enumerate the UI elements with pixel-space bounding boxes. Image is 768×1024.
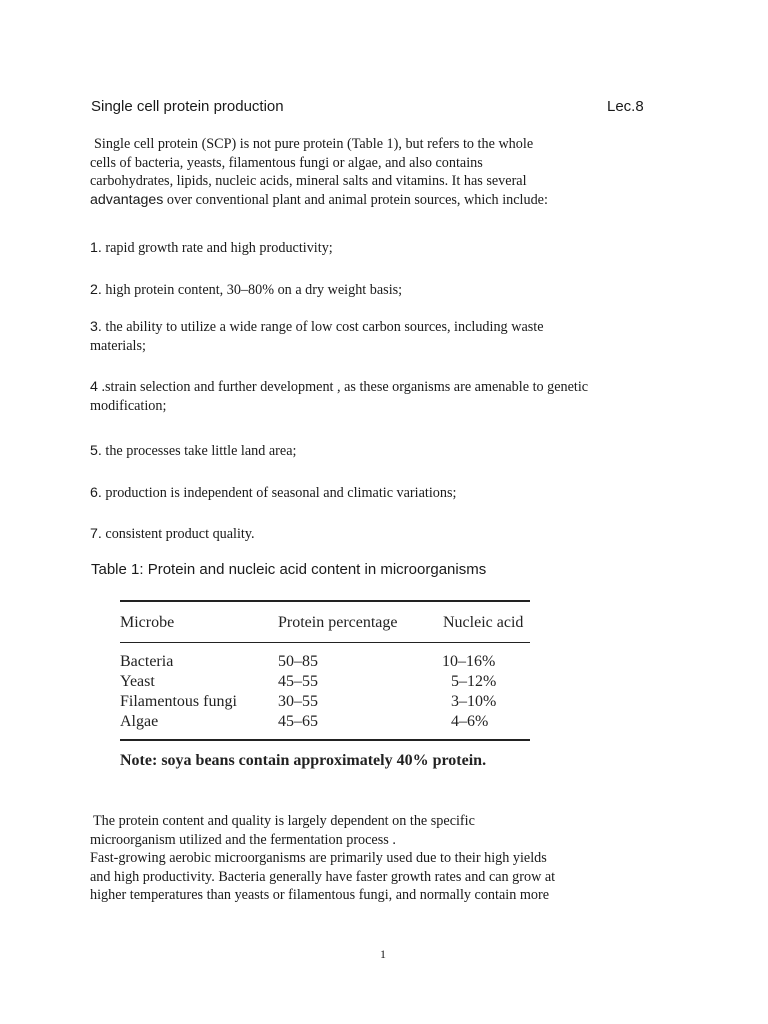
table-row xyxy=(114,713,530,733)
table-row xyxy=(114,653,530,673)
intro-line: Single cell protein (SCP) is not pure protein (Table 1), but refers to the whole xyxy=(94,136,534,152)
table-cell-microbe: Algae xyxy=(120,713,159,730)
intro-paragraph xyxy=(90,135,630,210)
intro-line: cells of bacteria, yeasts, filamentous fungi or algae, and also contains xyxy=(90,154,483,171)
item-text: consistent product quality. xyxy=(105,526,255,542)
item-number: 1. xyxy=(90,240,102,256)
table-cell-nucleic: 5–12% xyxy=(451,673,497,690)
item-number: 5. xyxy=(90,443,102,459)
intro-line-rest: over conventional plant and animal protein sources, which include: xyxy=(163,192,548,209)
table-cell-protein: 45–55 xyxy=(278,673,318,690)
item-number: 6. xyxy=(90,485,102,501)
lecture-label: Lec.8 xyxy=(607,98,644,115)
table-note: Note: soya beans contain approximately 40% protein. xyxy=(120,752,487,769)
paragraph-line: The protein content and quality is largely dependent on the specific xyxy=(93,813,475,829)
item-text: production is independent of seasonal and climatic variations; xyxy=(105,485,457,501)
table-cell-nucleic: 3–10% xyxy=(451,693,497,710)
table-header-microbe: Microbe xyxy=(120,614,175,631)
item-text: high protein content, 30–80% on a dry weight basis; xyxy=(105,282,403,298)
table-caption: Table 1: Protein and nucleic acid content in microorganisms xyxy=(91,561,487,578)
item-text: rapid growth rate and high productivity; xyxy=(105,240,333,256)
table-cell-microbe: Yeast xyxy=(120,673,155,690)
table-cell-nucleic: 10–16% xyxy=(442,653,496,670)
body-paragraph xyxy=(90,812,590,905)
item-text: .strain selection and further development , as these organisms are amenable to genetic modification; xyxy=(90,379,589,414)
intro-line: carbohydrates, lipids, nucleic acids, mineral salts and vitamins. It has several xyxy=(90,173,527,190)
table-cell-microbe: Filamentous fungi xyxy=(120,693,237,710)
item-number: 4 xyxy=(90,379,98,395)
paragraph-line: Fast-growing aerobic microorganisms are primarily used due to their high yields xyxy=(90,850,547,866)
document-title: Single cell protein production xyxy=(91,98,284,115)
table-row xyxy=(114,673,530,693)
advantage-item xyxy=(90,525,610,544)
table-cell-protein: 30–55 xyxy=(278,693,318,710)
table-cell-nucleic: 4–6% xyxy=(451,713,489,730)
item-number: 7. xyxy=(90,526,102,542)
table-cell-microbe: Bacteria xyxy=(120,653,174,670)
advantage-item xyxy=(90,484,610,503)
intro-line xyxy=(90,191,630,210)
item-text: the ability to utilize a wide range of low cost carbon sources, including waste materials; xyxy=(90,319,544,354)
table-cell-protein: 50–85 xyxy=(278,653,318,670)
advantage-item xyxy=(90,442,610,461)
advantage-item xyxy=(90,378,600,415)
advantage-item xyxy=(90,281,610,300)
table-top-rule xyxy=(120,600,530,602)
item-number: 2. xyxy=(90,282,102,298)
advantage-item xyxy=(90,239,610,258)
nucleic-acid-table xyxy=(114,600,530,785)
table-header-rule xyxy=(120,642,530,643)
page-number: 1 xyxy=(380,947,386,961)
paragraph-line: microorganism utilized and the fermentation process . xyxy=(90,831,396,848)
table-header-nucleic: Nucleic acid xyxy=(443,614,524,631)
paragraph-line: and high productivity. Bacteria generally have faster growth rates and can grow at xyxy=(90,868,556,885)
paragraph-line: higher temperatures than yeasts or filamentous fungi, and normally contain more xyxy=(90,887,549,903)
table-cell-protein: 45–65 xyxy=(278,713,318,730)
advantages-word: advantages xyxy=(90,192,164,209)
item-text: the processes take little land area; xyxy=(105,443,297,459)
table-bottom-rule xyxy=(120,739,530,741)
advantage-item xyxy=(90,318,590,355)
table-header-protein: Protein percentage xyxy=(278,614,398,631)
table-row xyxy=(114,693,530,713)
item-number: 3. xyxy=(90,319,102,335)
